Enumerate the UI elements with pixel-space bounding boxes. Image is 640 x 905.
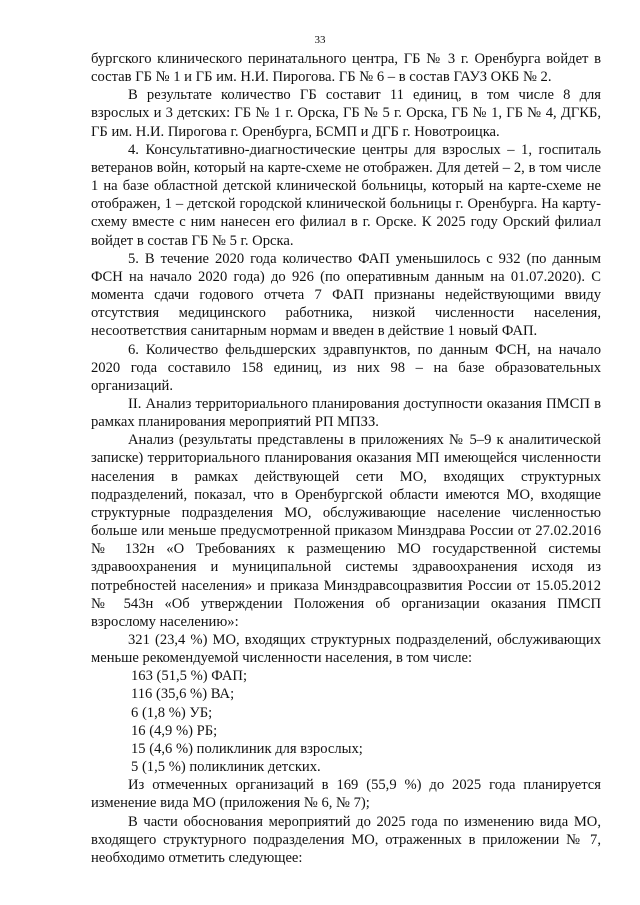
page-number: 33	[314, 34, 326, 46]
list-item: 16 (4,9 %) РБ;	[131, 722, 218, 739]
paragraph: Анализ (результаты представлены в приложениях № 5–9 к аналитической записке) территориального планирования оказания МП имеющейся численности населения в рамках действующей сети МО, входящих структурных подразделений, показал, что в Оренбургской области имеются МО, входящие структурные подразделения МО, обслуживающие население численностью больше или меньше предусмотренной приказом Минздрава России от 27.02.2016 № 132н «О Требованиях к размещению МО государственной системы здравоохранения и муниципальной системы здравоохранения исходя из потребностей населения» и приказа Минздравсоцразвития России от 15.05.2012 № 543н «Об утверждении Положения об организации оказания ПМСП взрослому населению»:	[91, 432, 601, 630]
paragraph: 6. Количество фельдшерских здравпунктов, по данным ФСН, на начало 2020 года составило 158 единиц, из них 98 – на базе образовательных организаций.	[91, 341, 601, 394]
section-heading: II. Анализ территориального планирования доступности оказания ПМСП в рамках планирования мероприятий РП МПЗЗ.	[91, 395, 601, 431]
paragraph: 321 (23,4 %) МО, входящих структурных подразделений, обслуживающих меньше рекомендуемой численности населения, в том числе:	[91, 632, 601, 667]
list-item: 116 (35,6 %) ВА;	[131, 686, 235, 703]
paragraph: Из отмеченных организаций в 169 (55,9 %) до 2025 года планируется изменение вида МО (приложения № 6, № 7);	[91, 777, 601, 812]
paragraph: В результате количество ГБ составит 11 единиц, в том числе 8 для взрослых и 3 детских: ГБ № 1 г. Орска, ГБ № 5 г. Орска, ГБ № 1, ГБ № 4, ДГКБ, ГБ им. Н.И. Пирогова г. Оренбурга, БСМП и ДГБ г. Новотроицка.	[91, 87, 601, 140]
paragraph: 5. В течение 2020 года количество ФАП уменьшилось с 932 (по данным ФСН на начало 2020 года) до 926 (по оперативным данным на 01.07.2020). С момента сдачи годового отчета 7 ФАП признаны недействующими ввиду отсутствия медицинского работника, низкой численности населения, несоответствия санитарным нормам и введен в действие 1 новый ФАП.	[91, 250, 601, 340]
list-item: 15 (4,6 %) поликлиник для взрослых;	[131, 740, 363, 757]
list-item: 5 (1,5 %) поликлиник детских.	[131, 759, 321, 776]
document-body	[91, 50, 601, 867]
list-item: 6 (1,8 %) УБ;	[131, 704, 213, 721]
paragraph: бургского клинического перинатального центра, ГБ № 3 г. Оренбурга войдет в состав ГБ № 1 и ГБ им. Н.И. Пирогова. ГБ № 6 – в состав ГАУЗ ОКБ № 2.	[91, 51, 601, 86]
list-item: 163 (51,5 %) ФАП;	[131, 668, 247, 685]
paragraph: В части обоснования мероприятий до 2025 года по изменению вида МО, входящего структурного подразделения МО, отраженных в приложении № 7, необходимо отметить следующее:	[91, 813, 601, 866]
paragraph: 4. Консультативно-диагностические центры для взрослых – 1, госпиталь ветеранов войн, который на карте-схеме не отображен. Для детей – 2, в том числе 1 на базе областной детской клинической больницы, который на карте-схеме не отображен, 1 – детской городской клинической больницы г. Оренбурга. На карту-схему вместе с ним нанесен его филиал в г. Орске. К 2025 году Орский филиал войдет в состав ГБ № 5 г. Орска.	[91, 141, 601, 249]
